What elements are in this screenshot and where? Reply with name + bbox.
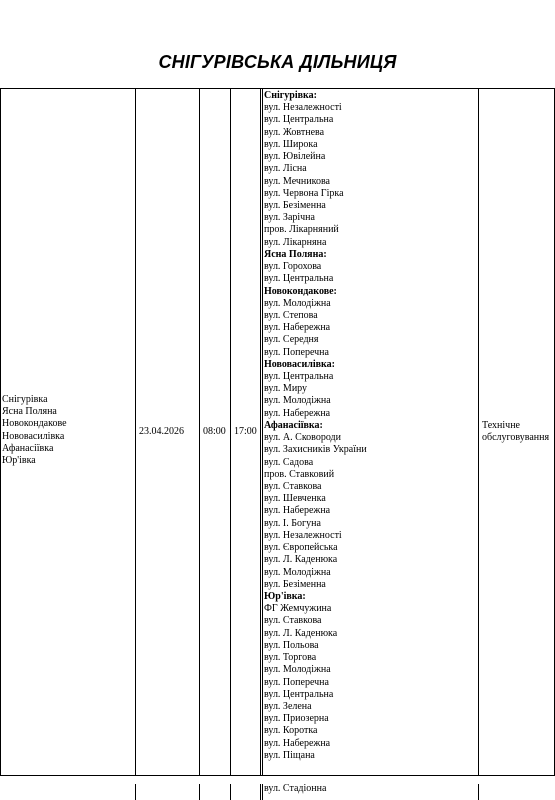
street-item: вул. Ставкова	[264, 481, 322, 492]
settlement-heading: Снігурівка:	[264, 90, 317, 101]
street-item: вул. Широка	[264, 138, 318, 150]
street-item: вул. Приозерна	[264, 713, 329, 725]
col-divider	[260, 784, 261, 800]
settlement-heading: Ясна Поляна:	[264, 248, 327, 260]
settlement-heading: Афанасіївка:	[264, 419, 323, 431]
settlement-name: Новокондакове	[2, 418, 67, 430]
street-item: вул. Коротка	[264, 725, 318, 737]
street-item: вул. Шевченка	[264, 493, 326, 505]
street-item: вул. Червона Гірка	[264, 187, 344, 199]
settlement-name: Нововасилівка	[2, 430, 65, 442]
street-item: вул. Безіменна	[264, 199, 326, 211]
street-item: вул. Садова	[264, 456, 314, 468]
col-divider	[135, 88, 136, 775]
page-title: СНІГУРІВСЬКА ДІЛЬНИЦЯ	[158, 52, 397, 72]
settlement-name: Снігурівка	[2, 394, 48, 405]
street-item: вул. Горохова	[264, 261, 322, 273]
street-item: вул. Молодіжна	[264, 566, 331, 578]
settlement-name: Ясна Поляна	[2, 406, 57, 418]
settlement-name: Афанасіївка	[2, 442, 54, 454]
settlement-name: Юр'івка	[2, 455, 36, 467]
street-item: пров. Ставковий	[264, 468, 335, 480]
settlement-heading: Новокондакове:	[264, 285, 337, 297]
streets-list	[264, 90, 367, 762]
street-item: вул. Безіменна	[264, 578, 326, 590]
table-top-border	[0, 88, 555, 89]
time-start-cell: 08:00	[203, 426, 226, 437]
col-divider	[199, 784, 200, 800]
col-divider	[230, 784, 231, 800]
col-divider	[262, 784, 263, 800]
street-item: вул. Середня	[264, 334, 319, 346]
street-item: вул. Зелена	[264, 700, 312, 712]
street-item: вул. Польова	[264, 639, 319, 651]
street-item: вул. Лікарняна	[264, 236, 327, 248]
street-item: вул. Лісна	[264, 163, 307, 175]
street-item: вул. Торгова	[264, 652, 317, 664]
date-cell: 23.04.2026	[139, 426, 184, 437]
street-item: вул. Центральна	[264, 114, 334, 126]
reason-cell	[482, 420, 549, 444]
col-divider	[135, 784, 136, 800]
time-end-cell: 17:00	[234, 426, 257, 437]
street-item: вул. Л. Каденюка	[264, 554, 338, 566]
street-item: вул. Л. Каденюка	[264, 627, 338, 639]
street-item: вул. Центральна	[264, 273, 334, 285]
reason-line: обслуговування	[482, 432, 550, 444]
street-item: пров. Лікарняний	[264, 224, 339, 236]
street-item: вул. Незалежності	[264, 102, 342, 114]
street-item: вул. Набережна	[264, 407, 331, 419]
settlement-heading: Нововасилівка:	[264, 358, 335, 370]
col-divider	[478, 88, 479, 775]
street-item: вул. Захисників України	[264, 444, 367, 456]
street-item: вул. Набережна	[264, 737, 331, 749]
street-item: вул. Європейська	[264, 542, 338, 554]
col-divider	[199, 88, 200, 775]
settlement-heading: Юр'івка:	[264, 590, 306, 602]
street-item: вул. Мечникова	[264, 175, 330, 187]
settlements-cell	[2, 394, 67, 467]
street-item: вул. А. Сковороди	[264, 432, 341, 444]
street-item: вул. Зарічна	[264, 212, 315, 224]
street-item: вул. Степова	[264, 309, 318, 321]
street-item: вул. Жовтнева	[264, 126, 325, 138]
col-divider	[0, 88, 1, 775]
street-item: вул. Ставкова	[264, 615, 322, 627]
row-bottom-border	[0, 775, 555, 776]
street-item: вул. Піщана	[264, 749, 315, 761]
col-divider	[478, 784, 479, 800]
street-item: вул. Поперечна	[264, 676, 329, 688]
next-row-street: вул. Стадіонна	[264, 783, 327, 794]
street-item: вул. Молодіжна	[264, 395, 331, 407]
street-item: вул. Незалежності	[264, 529, 342, 541]
street-item: вул. Молодіжна	[264, 664, 331, 676]
street-item: вул. І. Богуна	[264, 517, 321, 529]
col-divider	[262, 88, 263, 775]
street-item: вул. Набережна	[264, 322, 331, 334]
street-item: вул. Набережна	[264, 505, 331, 517]
street-item: вул. Молодіжна	[264, 297, 331, 309]
street-item: вул. Центральна	[264, 371, 334, 383]
street-item: вул. Поперечна	[264, 346, 329, 358]
street-item: вул. Ювілейна	[264, 151, 326, 163]
reason-line: Технічне	[482, 420, 520, 431]
street-item: вул. Миру	[264, 383, 308, 395]
col-divider	[230, 88, 231, 775]
street-item: ФГ Жемчужина	[264, 603, 332, 615]
col-divider	[260, 88, 261, 775]
street-item: вул. Центральна	[264, 688, 334, 700]
